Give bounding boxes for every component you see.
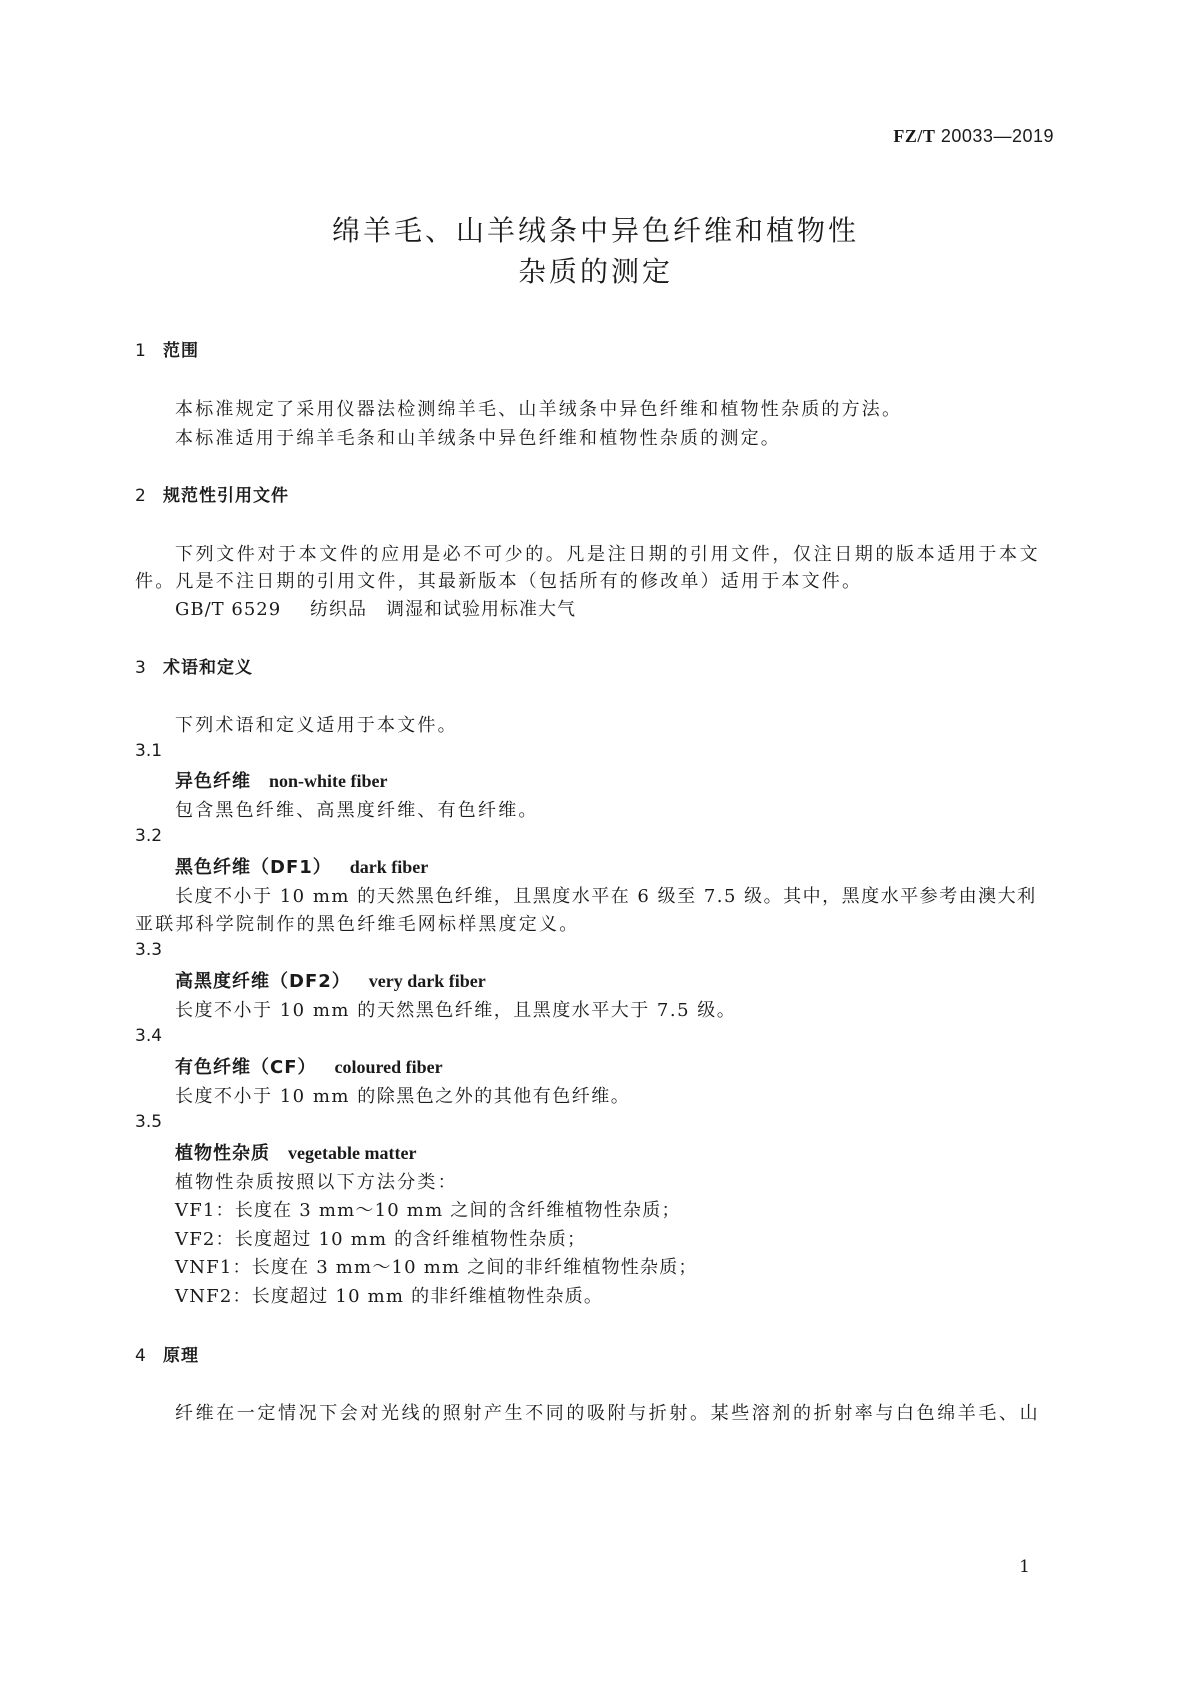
term-en: very dark fiber xyxy=(368,971,486,991)
term-heading xyxy=(175,967,486,993)
normative-reference xyxy=(175,595,576,621)
section-3-heading xyxy=(135,653,253,678)
document-title-line2: 杂质的测定 xyxy=(517,255,673,288)
page-number: 1 xyxy=(1019,1557,1030,1577)
term-number: 3.1 xyxy=(135,741,163,761)
term-definition: 长度不小于 10 mm 的天然黑色纤维，且黑度水平大于 7.5 级。 xyxy=(175,1000,737,1021)
paragraph: 下列术语和定义适用于本文件。 xyxy=(175,715,458,736)
term-definition: 植物性杂质按照以下方法分类： xyxy=(175,1172,458,1193)
term-zh: 有色纤维（CF） xyxy=(175,1057,317,1078)
section-title: 原理 xyxy=(163,1346,199,1366)
term-zh: 异色纤维 xyxy=(175,771,251,792)
paragraph: 本标准适用于绵羊毛条和山羊绒条中异色纤维和植物性杂质的测定。 xyxy=(175,428,781,449)
reference-code: GB/T 6529 xyxy=(175,599,282,620)
term-number: 3.3 xyxy=(135,940,163,960)
term-en: vegetable matter xyxy=(288,1143,417,1163)
paragraph: 纤维在一定情况下会对光线的照射产生不同的吸附与折射。某些溶剂的折射率与白色绵羊毛、山 xyxy=(175,1403,1041,1424)
section-2-heading xyxy=(135,481,289,506)
section-4-heading xyxy=(135,1341,199,1366)
term-definition: 亚联邦科学院制作的黑色纤维毛网标样黑度定义。 xyxy=(135,914,580,935)
term-heading xyxy=(175,767,388,793)
paragraph: 下列文件对于本文件的应用是必不可少的。凡是注日期的引用文件，仅注日期的版本适用于本文 xyxy=(175,544,1041,565)
paragraph: 件。凡是不注日期的引用文件，其最新版本（包括所有的修改单）适用于本文件。 xyxy=(135,571,863,592)
term-zh: 高黑度纤维（DF2） xyxy=(175,971,351,992)
term-definition: 包含黑色纤维、高黑度纤维、有色纤维。 xyxy=(175,800,539,821)
reference-title: 纺织品 调湿和试验用标准大气 xyxy=(309,599,576,620)
standard-code xyxy=(893,126,1054,147)
term-number: 3.5 xyxy=(135,1112,163,1132)
term-zh: 植物性杂质 xyxy=(175,1143,270,1164)
document-title-line1: 绵羊毛、山羊绒条中异色纤维和植物性 xyxy=(331,214,859,247)
term-zh: 黑色纤维（DF1） xyxy=(175,857,332,878)
term-heading xyxy=(175,853,428,879)
list-item: VF1：长度在 3 mm～10 mm 之间的含纤维植物性杂质； xyxy=(175,1200,681,1221)
section-title: 术语和定义 xyxy=(163,658,253,678)
paragraph: 本标准规定了采用仪器法检测绵羊毛、山羊绒条中异色纤维和植物性杂质的方法。 xyxy=(175,399,903,420)
term-definition: 长度不小于 10 mm 的天然黑色纤维，且黑度水平在 6 级至 7.5 级。其中，黑度水平参考由澳大利 xyxy=(175,886,1037,907)
term-heading xyxy=(175,1139,416,1165)
section-title: 规范性引用文件 xyxy=(163,486,289,506)
standard-number: 20033—2019 xyxy=(940,126,1054,146)
section-number: 3 xyxy=(135,658,147,678)
list-item: VF2：长度超过 10 mm 的含纤维植物性杂质； xyxy=(175,1229,587,1250)
section-1-heading xyxy=(135,336,199,361)
list-item: VNF1：长度在 3 mm～10 mm 之间的非纤维植物性杂质； xyxy=(175,1257,698,1278)
standard-prefix: FZ/T xyxy=(893,126,936,146)
list-item: VNF2：长度超过 10 mm 的非纤维植物性杂质。 xyxy=(175,1286,604,1307)
section-title: 范围 xyxy=(163,341,199,361)
term-en: non-white fiber xyxy=(269,771,388,791)
term-definition: 长度不小于 10 mm 的除黑色之外的其他有色纤维。 xyxy=(175,1086,631,1107)
term-heading xyxy=(175,1053,443,1079)
term-en: coloured fiber xyxy=(334,1057,443,1077)
term-en: dark fiber xyxy=(349,857,429,877)
section-number: 2 xyxy=(135,486,147,506)
section-number: 1 xyxy=(135,341,147,361)
term-number: 3.2 xyxy=(135,826,163,846)
term-number: 3.4 xyxy=(135,1026,163,1046)
section-number: 4 xyxy=(135,1346,147,1366)
